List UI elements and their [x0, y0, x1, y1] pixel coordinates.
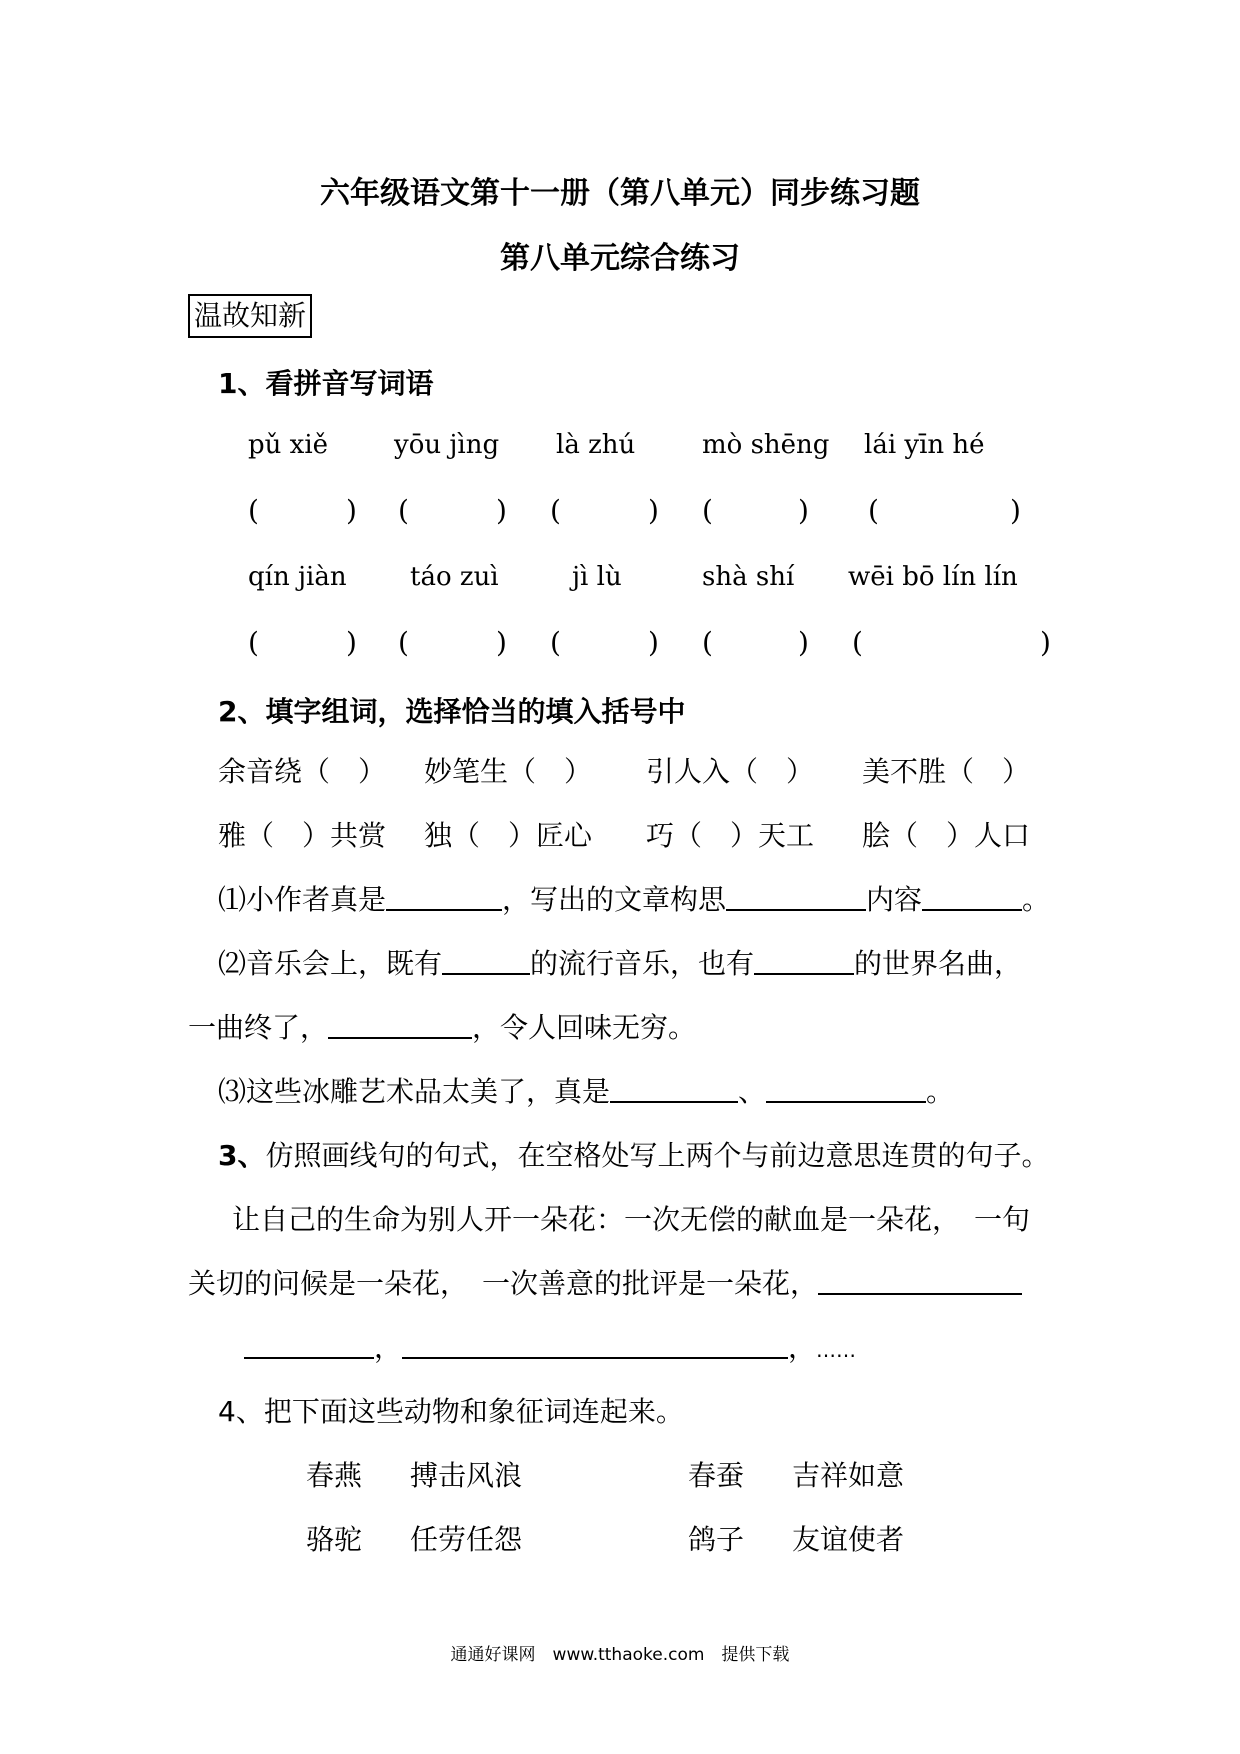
- answer-paren-close: ): [1040, 626, 1051, 659]
- pinyin: mò shēng: [702, 430, 830, 460]
- section-label: 温故知新: [188, 294, 312, 338]
- sentence-text: ⑵音乐会上，既有: [218, 947, 443, 980]
- answer-paren-open: (: [398, 494, 409, 527]
- answer-paren-open: (: [550, 626, 561, 659]
- answer-blank[interactable]: [328, 1011, 472, 1039]
- answer-paren-close: ): [648, 626, 659, 659]
- pinyin: lái yīn hé: [864, 430, 985, 460]
- word-item: 余音绕（ ）: [218, 755, 387, 788]
- answer-blank[interactable]: [386, 883, 502, 911]
- word-item: 独（ ）匠心: [424, 819, 593, 852]
- answer-blank[interactable]: [818, 1267, 1022, 1295]
- answer-blank[interactable]: [402, 1331, 788, 1359]
- answer-paren-close: ): [496, 626, 507, 659]
- pinyin: pǔ xiě: [248, 430, 329, 460]
- answer-paren-close: ): [346, 626, 357, 659]
- answer-paren-open: (: [398, 626, 409, 659]
- answer-blank[interactable]: [244, 1331, 374, 1359]
- word-item: 引人入（ ）: [646, 755, 815, 788]
- answer-paren-close: ): [346, 494, 357, 527]
- q3-line-1: 让自己的生命为别人开一朵花：一次无偿的献血是一朵花， 一句: [232, 1203, 1031, 1236]
- sentence-text: 关切的问候是一朵花， 一次善意的批评是一朵花，: [188, 1267, 819, 1300]
- page-title: 六年级语文第十一册（第八单元）同步练习题: [320, 176, 920, 211]
- answer-paren-open: (: [702, 626, 713, 659]
- answer-paren-close: ): [798, 626, 809, 659]
- sentence-text: ，令人回味无穷。: [472, 1011, 697, 1044]
- animal-item[interactable]: 骆驼: [306, 1523, 363, 1556]
- q2-title: 2、填字组词，选择恰当的填入括号中: [218, 695, 686, 728]
- sentence-text: ⑴小作者真是: [218, 883, 387, 916]
- q2-sentence-3: [218, 1074, 954, 1110]
- answer-paren-close: ): [496, 494, 507, 527]
- animal-item[interactable]: 春蚕: [688, 1459, 745, 1492]
- q3-line-3: [244, 1330, 856, 1368]
- animal-item[interactable]: 鸽子: [688, 1523, 745, 1556]
- pinyin: jì lù: [572, 562, 622, 592]
- word-item: 雅（ ）共赏: [218, 819, 387, 852]
- answer-paren-open: (: [702, 494, 713, 527]
- pinyin: qín jiàn: [248, 562, 347, 592]
- pinyin: táo zuì: [410, 562, 499, 592]
- pinyin: yōu jìng: [394, 430, 500, 460]
- answer-paren-open: (: [248, 494, 259, 527]
- q3-title: [218, 1138, 1050, 1174]
- sentence-text: 的世界名曲，: [854, 947, 1023, 980]
- q2-sentence-2: [218, 946, 1022, 982]
- symbol-item[interactable]: 吉祥如意: [792, 1459, 905, 1492]
- answer-blank[interactable]: [726, 883, 866, 911]
- sentence-text: 内容: [866, 883, 923, 916]
- animal-item[interactable]: 春燕: [306, 1459, 363, 1492]
- answer-paren-close: ): [648, 494, 659, 527]
- answer-blank[interactable]: [442, 947, 530, 975]
- symbol-item[interactable]: 友谊使者: [792, 1523, 905, 1556]
- q3-line-2: [188, 1266, 1022, 1302]
- q1-title: 1、看拼音写词语: [218, 367, 434, 400]
- q2-sentence-1: [218, 882, 1050, 918]
- word-item: 妙笔生（ ）: [424, 755, 593, 788]
- q3-number: 3、: [218, 1139, 266, 1172]
- answer-paren-open: (: [550, 494, 561, 527]
- page-subtitle: 第八单元综合练习: [500, 241, 740, 276]
- separator: ，: [788, 1331, 817, 1364]
- symbol-item[interactable]: 搏击风浪: [410, 1459, 523, 1492]
- answer-blank[interactable]: [922, 883, 1022, 911]
- sentence-text: 一曲终了，: [188, 1011, 329, 1044]
- sentence-text: ⑶这些冰雕艺术品太美了，真是: [218, 1075, 611, 1108]
- footer-credit: 通通好课网 www.tthaoke.com 提供下载: [450, 1645, 790, 1665]
- answer-paren-close: ): [1010, 494, 1021, 527]
- q3-instruction: 仿照画线句的句式，在空格处写上两个与前边意思连贯的句子。: [265, 1139, 1050, 1172]
- answer-blank[interactable]: [610, 1075, 738, 1103]
- sentence-text: 。: [926, 1075, 955, 1108]
- symbol-item[interactable]: 任劳任怨: [410, 1523, 523, 1556]
- q4-title: 4、把下面这些动物和象征词连起来。: [218, 1395, 684, 1428]
- answer-blank[interactable]: [754, 947, 854, 975]
- answer-paren-close: ): [798, 494, 809, 527]
- ellipsis: ……: [816, 1338, 857, 1362]
- sentence-text: 的流行音乐，也有: [530, 947, 755, 980]
- answer-paren-open: (: [852, 626, 863, 659]
- word-item: 巧（ ）天工: [646, 819, 815, 852]
- word-item: 美不胜（ ）: [862, 755, 1031, 788]
- sentence-text: 。: [1022, 883, 1051, 916]
- pinyin: shà shí: [702, 562, 795, 592]
- sentence-text: ，写出的文章构思: [502, 883, 727, 916]
- pinyin: là zhú: [556, 430, 636, 460]
- pinyin: wēi bō lín lín: [848, 562, 1018, 592]
- sentence-text: 、: [738, 1075, 767, 1108]
- answer-paren-open: (: [248, 626, 259, 659]
- separator: ，: [374, 1331, 403, 1364]
- word-item: 脍（ ）人口: [862, 819, 1031, 852]
- q2-sentence-2-cont: [188, 1010, 696, 1046]
- answer-paren-open: (: [868, 494, 879, 527]
- answer-blank[interactable]: [766, 1075, 926, 1103]
